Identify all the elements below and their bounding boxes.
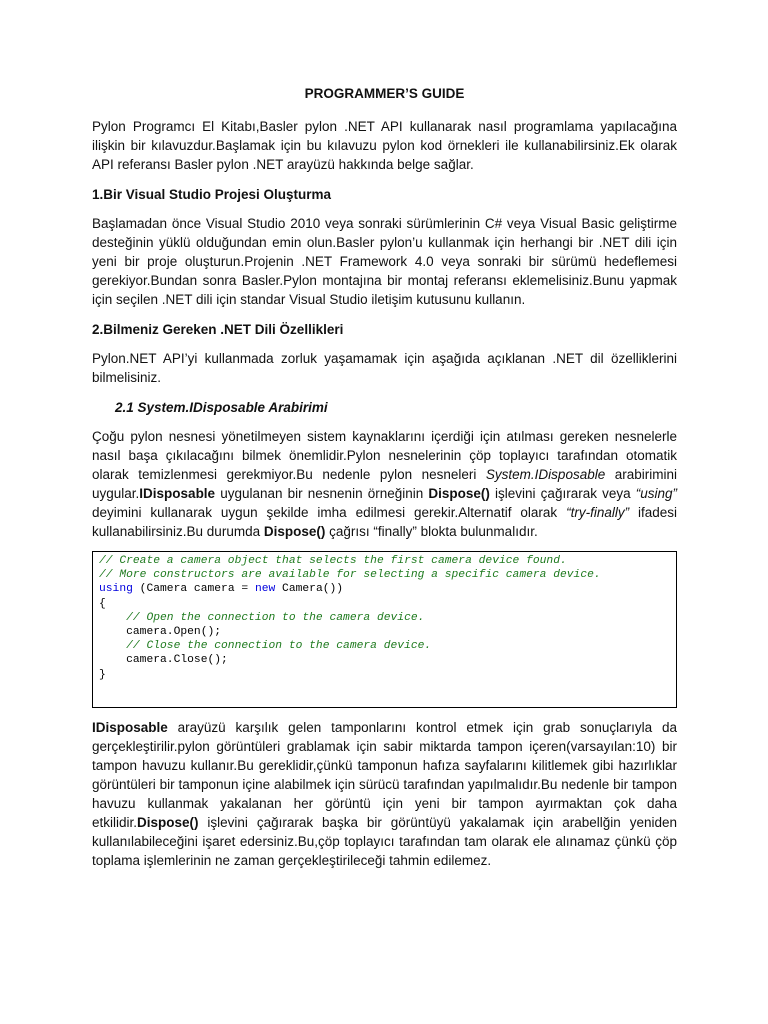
code-comment-line: // Close the connection to the camera device. bbox=[99, 640, 432, 653]
section-2-1-paragraph: Çoğu pylon nesnesi yönetilmeyen sistem kaynaklarını içerdiği için atılması gereken nesnelerle nasıl başa çıkılacağını bilmek önemlidir.Pylon nesnelerinin çöp toplayıcı tarafından otomatik olarak temizlenmesi gerekmiyor.Bu nedenle pylon nesneleri System.IDisposable arabirimini uygular.IDisposable uygulanan bir nesnenin örneğinin Dispose() işlevini çağırarak veya “using” deyimini kullanarak uygun şekilde imha edilmesi gerekir.Alternatif olarak “try-finally” ifadesi kullanabilirsiniz.Bu durumda Dispose() çağrısı “finally” blokta bulunmalıdır. bbox=[92, 429, 677, 539]
closing-paragraph: IDisposable arayüzü karşılık gelen tamponlarını kontrol etmek için grab sonuçlarıyla da gerçekleştirilir.pylon görüntüleri grablamak için sabir miktarda tampon içeren(varsayılan:10) bir tampon havuzu kullanır.Bu gereklidir,çünkü tamponun hafıza sayfalarını kilitlemek gibi hazırlıklar görüntüleri bir tamponun içine alabilmek için sürücü tarafından yapılmalıdır.Bu nedenle bir tampon havuzu kullanmak yakalanan her görüntü için yeni bir tampon ayırmaktan çok daha etkilidir.Dispose() işlevini çağırarak başka bir görüntüyü yakalamak için arabellğin yeniden kullanılabileceğini işaret edersiniz.Bu,çöp toplayıcı tarafından tam olarak ele alınamaz çünkü çöp toplama işlemlerinin ne zaman gerçekleştirileceği tahmin edilemez. bbox=[92, 720, 677, 868]
section-2-1-heading: 2.1 System.IDisposable Arabirimi bbox=[115, 400, 328, 415]
code-sample bbox=[92, 551, 677, 708]
code-comment-line: // Open the connection to the camera device. bbox=[99, 611, 425, 624]
intro-paragraph: Pylon Programcı El Kitabı,Basler pylon .NET API kullanarak nasıl programlama yapılacağına ilişkin bir kılavuzdur.Başlamak için bu kılavuzu pylon kod örnekleri ile kullanabilirsiniz.Ek olarak API referansı Basler pylon .NET arayüzü hakkında belge sağlar. bbox=[92, 119, 677, 172]
section-1-heading: 1.Bir Visual Studio Projesi Oluşturma bbox=[92, 187, 332, 202]
section-2-paragraph: Pylon.NET API’yi kullanmada zorluk yaşamamak için aşağıda açıklanan .NET dil özelliklerini bilmelisiniz. bbox=[92, 351, 677, 385]
code-line: camera.Open(); bbox=[99, 625, 222, 638]
section-1-paragraph: Başlamadan önce Visual Studio 2010 veya sonraki sürümlerinin C# veya Visual Basic geliştirme desteğinin yüklü olduğundan emin olun.Basler pylon’u kullanmak için herhangi bir .NET dili için yeni bir proje oluşturun.Projenin .NET Framework 4.0 veya sonraki bir sürümü hedeflemesi gerekiyor.Bundan sonra Basler.Pylon montajına bir montaj referansı eklemelisiniz.Bunu yapmak için seçilen .NET dili için standar Visual Studio iletişim kutusunu kullanın. bbox=[92, 216, 677, 307]
code-line: } bbox=[99, 668, 106, 681]
code-using-line: using (Camera camera = new Camera()) bbox=[99, 583, 344, 596]
section-2-heading: 2.Bilmeniz Gereken .NET Dili Özellikleri bbox=[92, 322, 344, 337]
code-line: { bbox=[99, 597, 106, 610]
document-content bbox=[92, 84, 677, 870]
code-comment-line: // Create a camera object that selects the first camera device found. bbox=[99, 555, 567, 567]
code-comment-line: // More constructors are available for selecting a specific camera device. bbox=[99, 569, 601, 582]
page-title: PROGRAMMER’S GUIDE bbox=[304, 86, 465, 101]
code-line: camera.Close(); bbox=[99, 654, 228, 667]
